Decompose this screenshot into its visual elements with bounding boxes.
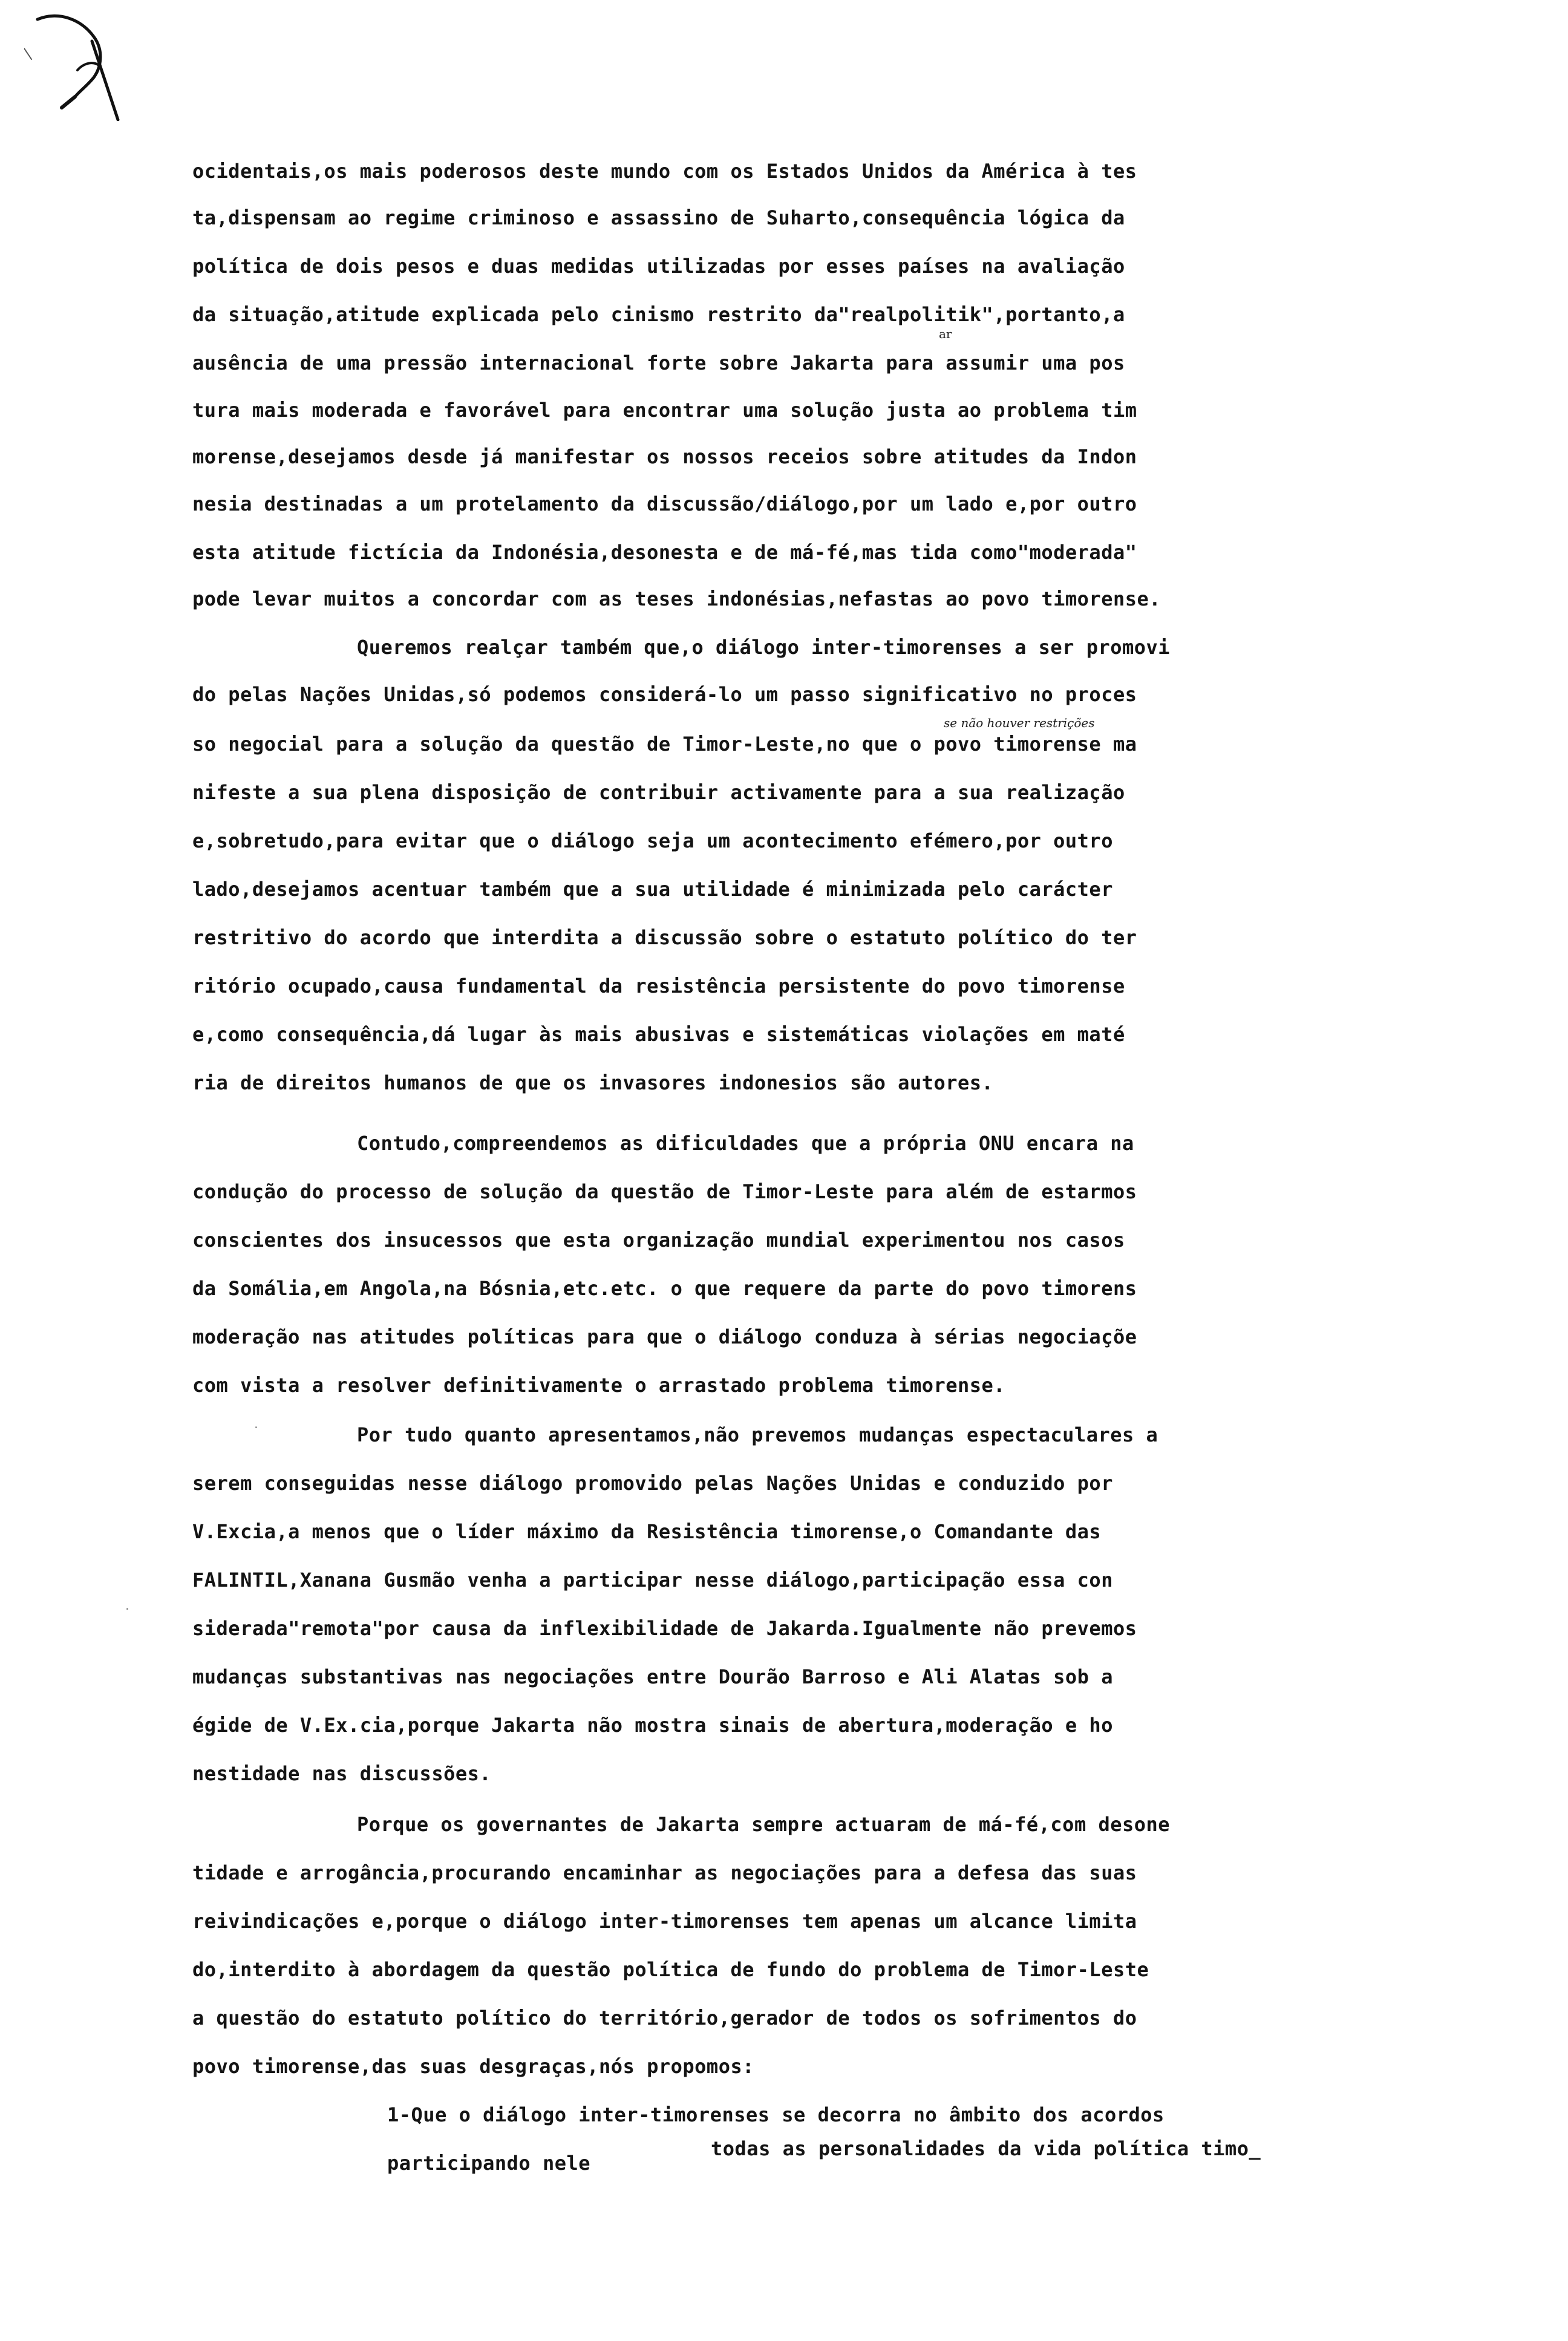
text-line: Contudo,compreendemos as dificuldades que a própria ONU encara na bbox=[357, 1132, 1134, 1155]
text-line: ritório ocupado,causa fundamental da resistência persistente do povo timorense bbox=[192, 975, 1125, 997]
text-line: lado,desejamos acentuar também que a sua utilidade é minimizada pelo carácter bbox=[192, 878, 1113, 901]
text-line: povo timorense,das suas desgraças,nós propomos: bbox=[192, 2055, 754, 2078]
text-line: da Somália,em Angola,na Bósnia,etc.etc. o que requere da parte do povo timorens bbox=[192, 1277, 1137, 1300]
text-line: V.Excia,a menos que o líder máximo da Resistência timorense,o Comandante das bbox=[192, 1520, 1102, 1543]
text-line: nesia destinadas a um protelamento da discussão/diálogo,por um lado e,por outro bbox=[192, 492, 1137, 515]
text-line: reivindicações e,porque o diálogo inter-timorenses tem apenas um alcance limita bbox=[192, 1910, 1137, 1933]
text-line: esta atitude fictícia da Indonésia,desonesta e de má-fé,mas tida como"moderada" bbox=[192, 541, 1137, 564]
text-line: conscientes dos insucessos que esta organização mundial experimentou nos casos bbox=[192, 1229, 1125, 1252]
text-line: tidade e arrogância,procurando encaminhar as negociações para a defesa das suas bbox=[192, 1861, 1137, 1884]
handwritten-mark-icon bbox=[24, 6, 133, 121]
text-line: a questão do estatuto político do território,gerador de todos os sofrimentos do bbox=[192, 2006, 1137, 2029]
text-line: Porque os governantes de Jakarta sempre actuaram de má-fé,com desone bbox=[357, 1813, 1171, 1836]
list-item-text: todas as personalidades da vida política timo_ bbox=[711, 2137, 1261, 2160]
text-line: Por tudo quanto apresentamos,não prevemos mudanças espectaculares a bbox=[357, 1423, 1158, 1446]
text-line: morense,desejamos desde já manifestar os nossos receios sobre atitudes da Indon bbox=[192, 445, 1137, 468]
text-line: política de dois pesos e duas medidas utilizadas por esses países na avaliação bbox=[192, 255, 1125, 278]
scan-speck: · bbox=[124, 1603, 131, 1616]
text-line: com vista a resolver definitivamente o arrastado problema timorense. bbox=[192, 1374, 1006, 1397]
text-line: siderada"remota"por causa da inflexibilidade de Jakarda.Igualmente não prevemos bbox=[192, 1617, 1137, 1640]
text-line: serem conseguidas nesse diálogo promovido pelas Nações Unidas e conduzido por bbox=[192, 1472, 1113, 1495]
text-line: e,como consequência,dá lugar às mais abusivas e sistemáticas violações em maté bbox=[192, 1023, 1125, 1046]
text-line: e,sobretudo,para evitar que o diálogo seja um acontecimento efémero,por outro bbox=[192, 829, 1113, 852]
text-line: so negocial para a solução da questão de Timor-Leste,no que o povo timorense ma bbox=[192, 733, 1137, 756]
text-line: condução do processo de solução da questão de Timor-Leste para além de estarmos bbox=[192, 1180, 1137, 1203]
text-line: ta,dispensam ao regime criminoso e assassino de Suharto,consequência lógica da bbox=[192, 206, 1125, 229]
text-line: mudanças substantivas nas negociações entre Dourão Barroso e Ali Alatas sob a bbox=[192, 1665, 1113, 1688]
text-line: tura mais moderada e favorável para encontrar uma solução justa ao problema tim bbox=[192, 399, 1137, 422]
text-line: égide de V.Ex.cia,porque Jakarta não mostra sinais de abertura,moderação e ho bbox=[192, 1714, 1113, 1737]
text-line: restritivo do acordo que interdita a discussão sobre o estatuto político do ter bbox=[192, 926, 1137, 949]
text-line: do pelas Nações Unidas,só podemos considerá-lo um passo significativo no proces bbox=[192, 683, 1137, 706]
handwritten-note: se não houver restrições bbox=[944, 716, 1095, 730]
list-item-text: participando nele bbox=[387, 2152, 591, 2175]
scan-speck: · bbox=[253, 1422, 260, 1434]
text-line: ausência de uma pressão internacional forte sobre Jakarta para assumir uma pos bbox=[192, 351, 1125, 374]
text-line: nifeste a sua plena disposição de contribuir activamente para a sua realização bbox=[192, 781, 1125, 804]
text-line: pode levar muitos a concordar com as teses indonésias,nefastas ao povo timorense. bbox=[192, 587, 1161, 610]
text-line: moderação nas atitudes políticas para que o diálogo conduza à sérias negociaçõe bbox=[192, 1325, 1137, 1348]
list-item-text: 1-Que o diálogo inter-timorenses se decorra no âmbito dos acordos bbox=[387, 2103, 1165, 2126]
text-line: Queremos realçar também que,o diálogo inter-timorenses a ser promovi bbox=[357, 636, 1171, 659]
text-line: da situação,atitude explicada pelo cinismo restrito da"realpolitik",portanto,a bbox=[192, 303, 1125, 326]
text-line: ocidentais,os mais poderosos deste mundo com os Estados Unidos da América à tes bbox=[192, 160, 1137, 183]
handwritten-insert: ar bbox=[939, 327, 952, 341]
text-line: FALINTIL,Xanana Gusmão venha a participar nesse diálogo,participação essa con bbox=[192, 1569, 1113, 1592]
text-line: ria de direitos humanos de que os invasores indonesios são autores. bbox=[192, 1071, 994, 1094]
text-line: do,interdito à abordagem da questão política de fundo do problema de Timor-Leste bbox=[192, 1958, 1149, 1981]
text-line: nestidade nas discussões. bbox=[192, 1762, 492, 1785]
